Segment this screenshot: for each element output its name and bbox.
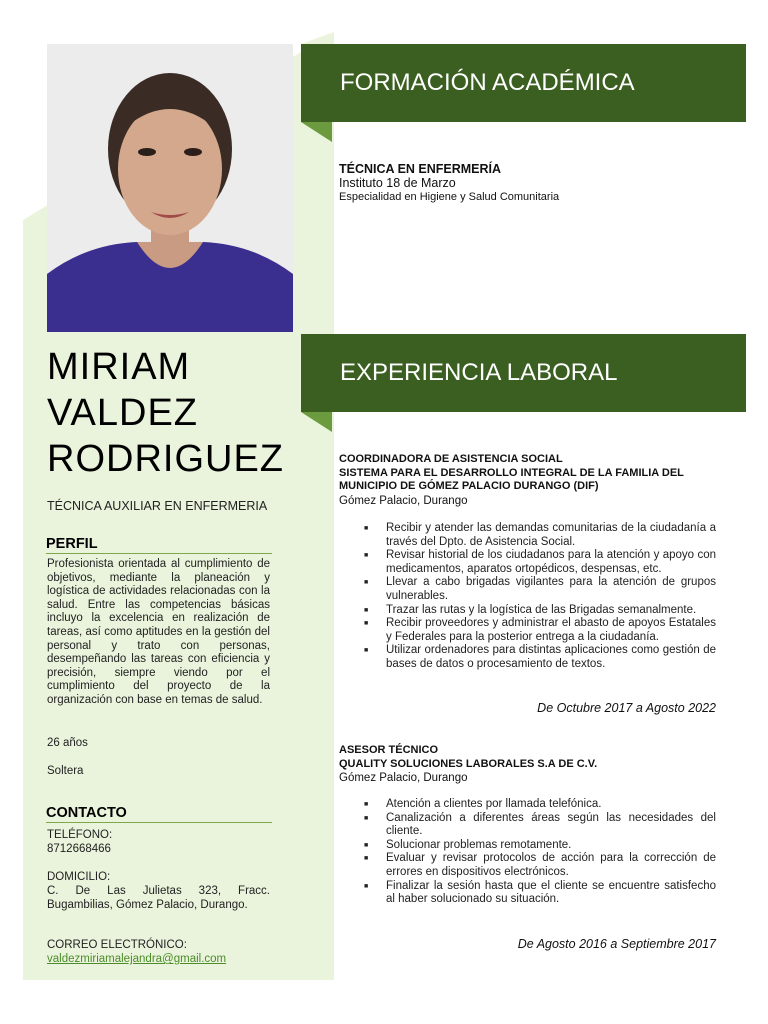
contact-heading: CONTACTO — [46, 805, 272, 823]
job-title: TÉCNICA AUXILIAR EN ENFERMERIA — [47, 499, 268, 513]
name-line-1: MIRIAM — [47, 346, 191, 388]
job-entry-1 — [339, 453, 719, 508]
degree: TÉCNICA EN ENFERMERÍA — [339, 162, 502, 176]
address-value: C. De Las Julietas 323, Fracc. Bugambilias, Gómez Palacio, Durango. — [47, 885, 270, 911]
address-label: DOMICILIO: — [47, 871, 111, 883]
email-link[interactable]: valdezmiriamalejandra@gmail.com — [47, 953, 227, 965]
perfil-text: Profesionista orientada al cumplimiento de objetivos, mediante la planeación y logística de actividades relacionadas con la salud. Entre las competencias básicas incluyo la excelencia en realización de tareas, así como aptitudes en la gestión del personal y trato con personas, desempeñando las tareas con eficiencia y precisión, siempre viendo por el cumplimiento del proyecto de la organización con base en temas de salud. — [47, 558, 270, 706]
job-1-duties — [364, 522, 716, 672]
list-item: ■ Recibir y atender las demandas comunitarias de la ciudadanía a través del Dpto. de Asistencia Social. — [364, 522, 716, 549]
name-line-3: RODRIGUEZ — [47, 438, 284, 480]
age: 26 años — [47, 737, 88, 749]
job-1-role-line-1: COORDINADORA DE ASISTENCIA SOCIAL — [339, 453, 563, 465]
candidate-name — [47, 344, 317, 482]
experience-banner — [301, 334, 746, 412]
job-2-role-line-1: ASESOR TÉCNICO — [339, 744, 439, 756]
job-entry-2 — [339, 744, 719, 785]
list-item: ■ Atención a clientes por llamada telefónica. — [364, 798, 716, 812]
list-item: ■ Trazar las rutas y la logística de las Brigadas semanalmente. — [364, 604, 716, 618]
job-1-role-line-3: MUNICIPIO DE GÓMEZ PALACIO DURANGO (DIF) — [339, 480, 599, 492]
education-heading: FORMACIÓN ACADÉMICA — [340, 69, 635, 96]
education-banner-fold — [301, 122, 332, 142]
job-1-location: Gómez Palacio, Durango — [339, 494, 468, 507]
phone-value: 8712668466 — [47, 843, 111, 855]
email-label: CORREO ELECTRÓNICO: — [47, 939, 187, 951]
list-item: ■ Revisar historial de los ciudadanos para la atención y apoyo con medicamentos, aparatos ortopédicos, despensas, etc. — [364, 549, 716, 576]
sidebar-top-corner — [301, 32, 334, 44]
job-2-period: De Agosto 2016 a Septiembre 2017 — [517, 937, 716, 951]
list-item: ■ Utilizar ordenadores para distintas aplicaciones como gestión de bases de datos o procesamiento de textos. — [364, 644, 716, 671]
job-2-role-line-2: QUALITY SOLUCIONES LABORALES S.A DE C.V. — [339, 757, 598, 770]
experience-banner-fold — [301, 412, 332, 432]
job-1-period: De Octubre 2017 a Agosto 2022 — [537, 701, 716, 715]
job-2-duties — [364, 798, 716, 907]
education-banner — [301, 44, 746, 122]
list-item: ■ Recibir proveedores y administrar el abasto de apoyos Estatales y Federales para la posterior entrega a la ciudadanía. — [364, 617, 716, 644]
perfil-heading: PERFIL — [46, 536, 272, 554]
contact-address — [47, 870, 270, 912]
specialty: Especialidad en Higiene y Salud Comunitaria — [339, 191, 560, 203]
list-item: ■ Evaluar y revisar protocolos de acción para la corrección de errores en dispositivos electrónicos. — [364, 852, 716, 879]
contact-email — [47, 938, 270, 966]
contact-phone — [47, 828, 270, 856]
name-line-2: VALDEZ — [47, 392, 199, 434]
list-item: ■ Finalizar la sesión hasta que el cliente se encuentre satisfecho al haber solucionado su situación. — [364, 880, 716, 907]
list-item: ■ Llevar a cabo brigadas vigilantes para la atención de grupos vulnerables. — [364, 576, 716, 603]
job-1-role-line-2: SISTEMA PARA EL DESARROLLO INTEGRAL DE LA FAMILIA DEL — [339, 466, 684, 479]
experience-heading: EXPERIENCIA LABORAL — [340, 359, 618, 386]
list-item: ■ Solucionar problemas remotamente. — [364, 839, 716, 853]
education-entry — [339, 162, 719, 203]
phone-label: TELÉFONO: — [47, 829, 113, 841]
profile-photo — [47, 44, 293, 332]
school: Instituto 18 de Marzo — [339, 176, 456, 190]
job-2-location: Gómez Palacio, Durango — [339, 772, 468, 784]
civil-status: Soltera — [47, 765, 84, 777]
list-item: ■ Canalización a diferentes áreas según las necesidades del cliente. — [364, 812, 716, 839]
